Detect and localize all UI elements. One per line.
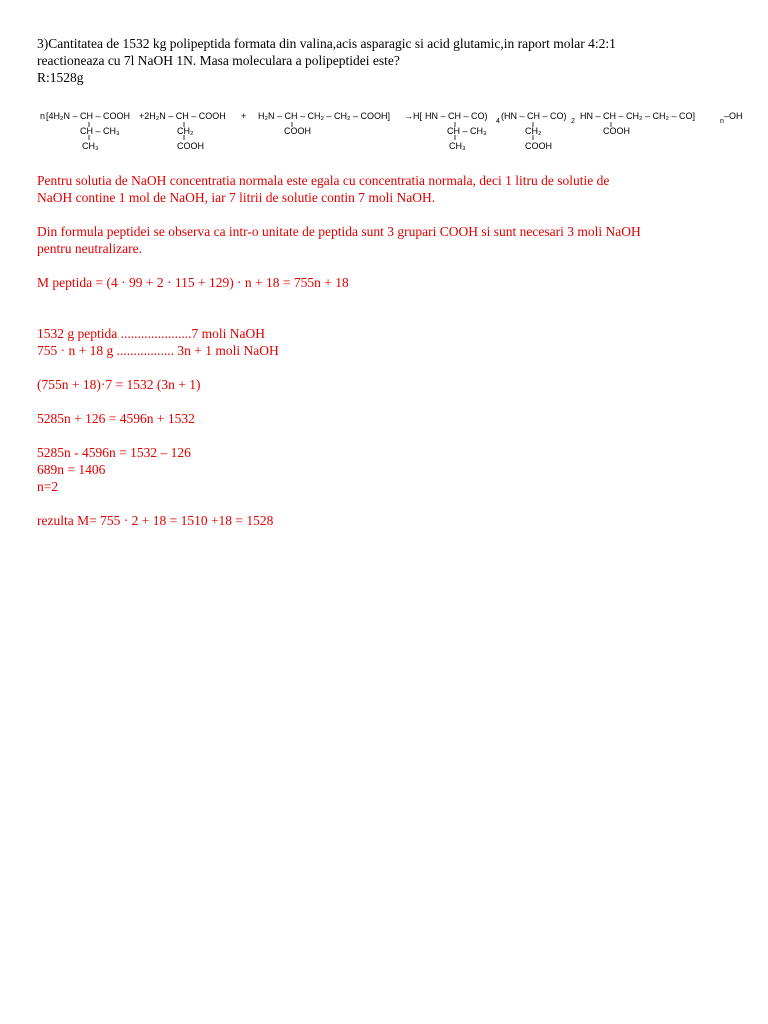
formula-sub-n: n: [720, 118, 724, 125]
formula-product-val: HN – CH – CO): [425, 111, 488, 121]
formula-product-glu: HN – CH – CH₂ – CH₂ – CO]: [580, 111, 696, 121]
problem-line-2: reactioneaza cu 7l NaOH 1N. Masa moleculara a polipeptidei este?: [37, 53, 400, 68]
formula-prod-val-side-1: CH – CH₃: [447, 126, 487, 136]
equation-3: 5285n - 4596n = 1532 – 126: [37, 445, 191, 460]
reaction-formula: [40, 108, 743, 158]
molar-mass-equation: M peptida = (4 · 99 + 2 · 115 + 129) · n + 18 = 755n + 18: [37, 275, 349, 290]
problem-statement: [37, 35, 737, 86]
problem-answer: R:1528g: [37, 70, 84, 85]
formula-plus: +: [241, 111, 247, 121]
formula-arrow: →H[: [404, 111, 422, 121]
problem-line-1: 3)Cantitatea de 1532 kg polipeptida formata din valina,acis asparagic si acid glutamic,in raport molar 4:2:1: [37, 36, 616, 51]
solution-p1-line1: Pentru solutia de NaOH concentratia normala este egala cu concentratia normala, deci 1 litru de solutie de: [37, 173, 610, 188]
formula-prod-glu-cooh: COOH: [603, 126, 630, 136]
proportion-line-2: 755 · n + 18 g ................. 3n + 1 moli NaOH: [37, 343, 279, 358]
equation-2: 5285n + 126 = 4596n + 1532: [37, 411, 195, 426]
formula-asp-side-1: CH₂: [177, 126, 194, 136]
formula-valine: [4H₂N – CH – COOH: [46, 111, 131, 121]
formula-asp-side-2: COOH: [177, 141, 204, 151]
solution-p1-line2: NaOH contine 1 mol de NaOH, iar 7 litrii de solutie contin 7 moli NaOH.: [37, 190, 436, 205]
equation-1: (755n + 18)·7 = 1532 (3n + 1): [37, 377, 201, 392]
equation-5: n=2: [37, 479, 59, 494]
formula-sub-2: 2: [571, 118, 575, 125]
formula-product-asp: (HN – CH – CO): [501, 111, 567, 121]
solution-p2-line2: pentru neutralizare.: [37, 241, 142, 256]
formula-n-prefix: n: [40, 111, 46, 121]
formula-prod-asp-side-2: COOH: [525, 141, 552, 151]
formula-val-side-1: CH – CH₃: [80, 126, 120, 136]
formula-glutamic: H₂N – CH – CH₂ – CH₂ – COOH]: [258, 111, 391, 121]
solution-p2-line1: Din formula peptidei se observa ca intr-o unitate de peptida sunt 3 grupari COOH si sunt necesari 3 moli NaOH: [37, 224, 641, 239]
solution-section: [37, 172, 737, 529]
formula-aspartic: +2H₂N – CH – COOH: [139, 111, 226, 121]
formula-prod-val-side-2: CH₃: [449, 141, 466, 151]
formula-prod-asp-side-1: CH₂: [525, 126, 542, 136]
result-line: rezulta M= 755 · 2 + 18 = 1510 +18 = 1528: [37, 513, 274, 528]
formula-glu-cooh: COOH: [284, 126, 311, 136]
formula-end: –OH: [724, 111, 743, 121]
proportion-line-1: 1532 g peptida .....................7 moli NaOH: [37, 326, 265, 341]
formula-sub-4: 4: [496, 118, 500, 125]
equation-4: 689n = 1406: [37, 462, 106, 477]
formula-val-side-2: CH₃: [82, 141, 99, 151]
